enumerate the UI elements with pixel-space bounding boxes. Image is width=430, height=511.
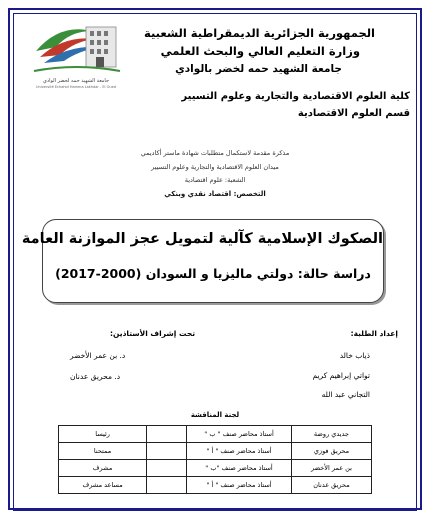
- committee-title: لجنة المناقشة: [190, 411, 240, 419]
- member-rank: أستاذ محاضر صنف " أ ": [187, 477, 292, 494]
- member-name: جديدي روضة: [291, 426, 371, 443]
- thesis-title: الصكوك الإسلامية كآلية لتمويل عجز الموازنة العامة: [21, 231, 383, 247]
- student-name: ذياب خالد: [339, 351, 370, 360]
- member-role: مساعد مشرف: [59, 477, 147, 494]
- student-name: التجاني عبد الله: [321, 390, 370, 399]
- supervisors-label: تحت إشراف الأستاذين:: [110, 329, 196, 338]
- table-row: [59, 477, 372, 494]
- header-ministry: وزارة التعليم العالي والبحث العلمي: [160, 44, 360, 58]
- students-label: إعداد الطلبة:: [350, 329, 398, 338]
- thesis-specialty: التخصص: اقتصاد نقدي وبنكي: [164, 190, 266, 198]
- member-role: ممتحنا: [59, 443, 147, 460]
- member-institution-cell: [147, 477, 187, 494]
- thesis-field: ميدان العلوم الاقتصادية والتجارية وعلوم التسيير: [151, 163, 279, 171]
- member-rank: أستاذ محاضر صنف "ب ": [187, 460, 292, 477]
- student-name: تواتي إبراهيم كريم: [312, 371, 370, 380]
- header-republic: الجمهورية الجزائرية الديمقراطية الشعبية: [143, 26, 375, 40]
- member-name: محريق عدنان: [291, 477, 371, 494]
- thesis-subtitle: دراسة حالة: دولتي ماليزيا و السودان (2000-2017): [55, 266, 371, 281]
- member-rank: أستاذ محاضر صنف " أ ": [187, 443, 292, 460]
- supervisor-name: د. بن عمر الأخضر: [70, 351, 126, 360]
- logo-caption-french: Université Echahid Hamma Lakhdar - El Oued: [35, 85, 116, 89]
- member-institution-cell: [147, 426, 187, 443]
- member-role: رئيسا: [59, 426, 147, 443]
- table-row: [59, 460, 372, 477]
- member-name: محريق فوزي: [291, 443, 371, 460]
- member-institution-cell: [147, 443, 187, 460]
- title-box: [21, 219, 384, 303]
- logo-caption-arabic: جامعة الشهيد حمه لخضر الوادي: [42, 78, 110, 84]
- university-logo-icon: [30, 17, 122, 83]
- header-department: قسم العلوم الاقتصادية: [297, 108, 410, 119]
- member-institution-cell: [147, 460, 187, 477]
- supervisor-name: د. محريق عدنان: [70, 372, 121, 381]
- committee-table: [58, 425, 372, 494]
- table-row: [59, 426, 372, 443]
- thesis-branch: الشعبة: علوم اقتصادية: [184, 176, 246, 184]
- member-name: بن عمر الأخضر: [291, 460, 371, 477]
- table-row: [59, 443, 372, 460]
- member-rank: أستاذ محاضر صنف " ب ": [187, 426, 292, 443]
- member-role: مشرف: [59, 460, 147, 477]
- header-university: جامعة الشهيد حمه لخضر بالوادي: [175, 63, 342, 75]
- header-faculty: كلية العلوم الاقتصادية والتجارية وعلوم التسيير: [181, 91, 410, 102]
- thesis-note: مذكرة مقدمة لاستكمال متطلبات شهادة ماستر أكاديمي: [140, 149, 290, 157]
